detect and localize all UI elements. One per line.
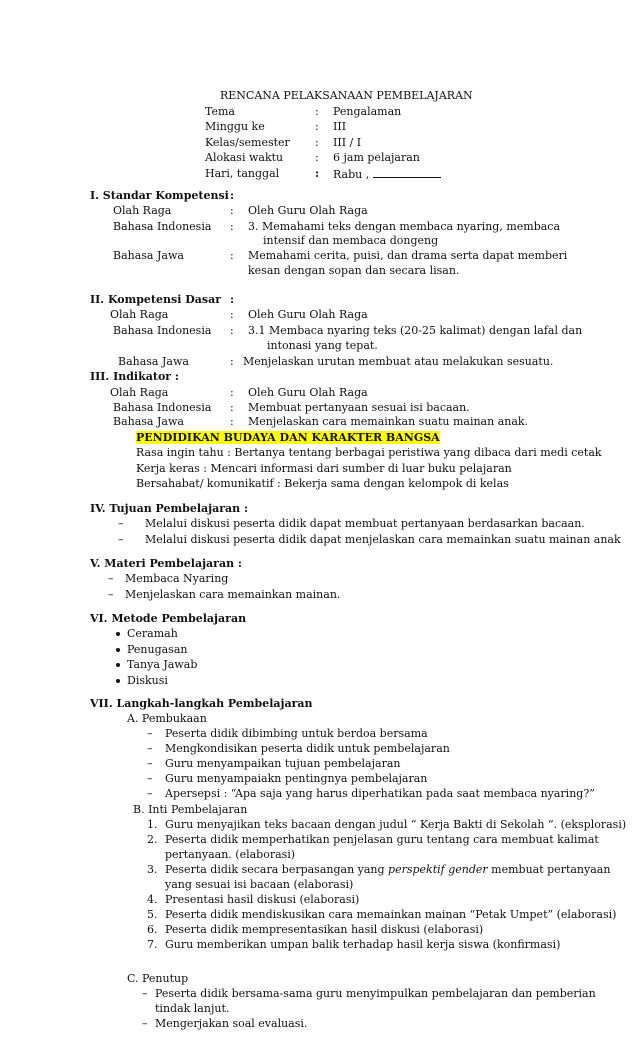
penutup-item-1-line-2: tindak lanjut. <box>155 1002 230 1015</box>
penutup-item-1-line-1: Peserta didik bersama-sama guru menyimpulkan pembelajaran dan pemberian <box>155 987 596 1000</box>
header-label-hari: Hari, tanggal <box>205 167 280 180</box>
header-value-minggu: III <box>333 120 347 133</box>
penutup-item-2: Mengerjakan soal evaluasi. <box>155 1017 308 1030</box>
bullet-icon <box>116 648 120 652</box>
kd-value-bahasa-jawa: Menjelaskan urutan membuat atau melakukan sesuatu. <box>243 355 554 368</box>
bullet-icon <box>116 679 120 683</box>
kd-value-olahraga: Oleh Guru Olah Raga <box>248 308 368 321</box>
sk-colon: : <box>230 220 234 233</box>
section-materi-heading: V. Materi Pembelajaran : <box>90 557 242 570</box>
sk-value-bahasa-jawa-1: Memahami cerita, puisi, dan drama serta dapat memberi <box>248 249 568 262</box>
inti-heading: B. Inti Pembelajaran <box>133 803 248 816</box>
pembukaan-dash: – <box>147 727 153 740</box>
header-value-tema: Pengalaman <box>333 105 402 118</box>
pembukaan-dash: – <box>147 772 153 785</box>
pembukaan-dash: – <box>147 787 153 800</box>
ind-value-bahasa-jawa: Menjelaskan cara memainkan suatu mainan anak. <box>248 415 529 428</box>
inti-num: 5. <box>147 908 158 921</box>
kd-label-olahraga: Olah Raga <box>110 308 169 321</box>
header-label-alokasi: Alokasi waktu <box>205 151 284 164</box>
karakter-line-kerja-keras: Kerja keras : Mencari informasi dari sumber di luar buku pelajaran <box>136 462 512 475</box>
inti-num: 6. <box>147 923 158 936</box>
ind-colon: : <box>230 401 234 414</box>
pembukaan-item-1: Peserta didik dibimbing untuk berdoa bersama <box>165 727 428 740</box>
penutup-dash: – <box>142 987 148 1000</box>
ind-value-olahraga: Oleh Guru Olah Raga <box>248 386 368 399</box>
inti-item-3-em: perspektif gender <box>388 863 488 876</box>
pembukaan-heading: A. Pembukaan <box>127 712 207 725</box>
kd-colon: : <box>230 324 234 337</box>
header-value-alokasi: 6 jam pelajaran <box>333 151 420 164</box>
inti-item-5: Peserta didik mendiskusikan cara memainkan mainan “Petak Umpet” (elaborasi) <box>165 908 617 921</box>
kd-value-bahasa-indonesia-1: 3.1 Membaca nyaring teks (20-25 kalimat) dengan lafal dan <box>248 324 583 337</box>
inti-num: 4. <box>147 893 158 906</box>
sk-value-olahraga: Oleh Guru Olah Raga <box>248 204 368 217</box>
sk-value-bahasa-jawa-2: kesan dengan sopan dan secara lisan. <box>248 264 460 277</box>
bullet-icon <box>116 632 120 636</box>
tujuan-item-2: Melalui diskusi peserta didik dapat menjelaskan cara memainkan suatu mainan anak <box>145 533 621 546</box>
ind-colon: : <box>230 386 234 399</box>
bullet-icon <box>116 663 120 667</box>
sk-colon: : <box>230 249 234 262</box>
date-label: Rabu , <box>333 168 370 181</box>
inti-item-3-pre: Peserta didik secara berpasangan yang <box>165 863 389 876</box>
inti-item-7: Guru memberikan umpan balik terhadap hasil kerja siswa (konfirmasi) <box>165 938 561 951</box>
karakter-heading: PENDIDIKAN BUDAYA DAN KARAKTER BANGSA <box>136 431 440 444</box>
karakter-line-rasa-ingin-tahu: Rasa ingin tahu : Bertanya tentang berbagai peristiwa yang dibaca dari medi cetak <box>136 446 602 459</box>
section-colon: : <box>230 189 235 202</box>
header-label-minggu: Minggu ke <box>205 120 265 133</box>
header-colon: : <box>315 105 319 118</box>
header-colon: : <box>315 151 319 164</box>
section-kompetensi-dasar-heading: II. Kompetensi Dasar <box>90 293 221 306</box>
inti-item-3-line-1 <box>165 863 610 876</box>
karakter-line-bersahabat: Bersahabat/ komunikatif : Bekerja sama dengan kelompok di kelas <box>136 477 509 490</box>
pembukaan-dash: – <box>147 742 153 755</box>
section-langkah-heading: VII. Langkah-langkah Pembelajaran <box>90 697 313 710</box>
header-label-tema: Tema <box>205 105 235 118</box>
sk-value-bahasa-indonesia-2: intensif dan membaca dongeng <box>263 234 439 247</box>
inti-item-1: Guru menyajikan teks bacaan dengan judul “ Kerja Bakti di Sekolah “. (eksplorasi) <box>165 818 627 831</box>
inti-item-4: Presentasi hasil diskusi (elaborasi) <box>165 893 360 906</box>
ind-label-olahraga: Olah Raga <box>110 386 169 399</box>
kd-colon: : <box>230 308 234 321</box>
tujuan-dash: – <box>118 533 124 546</box>
sk-label-bahasa-indonesia: Bahasa Indonesia <box>113 220 212 233</box>
materi-item-2: Menjelaskan cara memainkan mainan. <box>125 588 341 601</box>
pembukaan-dash: – <box>147 757 153 770</box>
document-title: RENCANA PELAKSANAAN PEMBELAJARAN <box>220 89 473 102</box>
kd-value-bahasa-indonesia-2: intonasi yang tepat. <box>267 339 378 352</box>
pembukaan-item-3: Guru menyampaikan tujuan pembelajaran <box>165 757 401 770</box>
penutup-dash: – <box>142 1017 148 1030</box>
tujuan-item-1: Melalui diskusi peserta didik dapat membuat pertanyaan berdasarkan bacaan. <box>145 517 585 530</box>
metode-item-diskusi: Diskusi <box>127 674 168 687</box>
header-value-kelas: III / I <box>333 136 362 149</box>
header-colon: : <box>315 167 320 180</box>
inti-item-3-post: membuat pertanyaan <box>487 863 611 876</box>
kd-label-bahasa-indonesia: Bahasa Indonesia <box>113 324 212 337</box>
penutup-heading: C. Penutup <box>127 972 189 985</box>
ind-colon: : <box>230 415 234 428</box>
section-tujuan-heading: IV. Tujuan Pembelajaran : <box>90 502 249 515</box>
inti-item-2-line-2: pertanyaan. (elaborasi) <box>165 848 296 861</box>
ind-label-bahasa-indonesia: Bahasa Indonesia <box>113 401 212 414</box>
metode-item-penugasan: Penugasan <box>127 643 188 656</box>
kd-label-bahasa-jawa: Bahasa Jawa <box>118 355 189 368</box>
sk-colon: : <box>230 204 234 217</box>
pembukaan-item-5: Apersepsi : “Apa saja yang harus diperhatikan pada saat membaca nyaring?” <box>165 787 595 800</box>
kd-colon: : <box>230 355 234 368</box>
section-colon: : <box>230 293 235 306</box>
section-standar-kompetensi-heading: I. Standar Kompetensi <box>90 189 229 202</box>
header-value-hari <box>333 167 441 181</box>
header-colon: : <box>315 120 319 133</box>
metode-item-ceramah: Ceramah <box>127 627 178 640</box>
header-label-kelas: Kelas/semester <box>205 136 290 149</box>
inti-num: 1. <box>147 818 158 831</box>
pembukaan-item-2: Mengkondisikan peserta didik untuk pembelajaran <box>165 742 450 755</box>
sk-label-bahasa-jawa: Bahasa Jawa <box>113 249 184 262</box>
inti-num: 2. <box>147 833 158 846</box>
header-colon: : <box>315 136 319 149</box>
inti-num: 3. <box>147 863 158 876</box>
inti-item-3-line-2: yang sesuai isi bacaan (elaborasi) <box>165 878 354 891</box>
inti-item-6: Peserta didik mempresentasikan hasil diskusi (elaborasi) <box>165 923 484 936</box>
section-indikator-heading: III. Indikator : <box>90 370 179 383</box>
pembukaan-item-4: Guru menyampaiakn pentingnya pembelajaran <box>165 772 428 785</box>
tujuan-dash: – <box>118 517 124 530</box>
date-blank-line <box>373 167 441 178</box>
materi-dash: – <box>108 572 114 585</box>
sk-label-olahraga: Olah Raga <box>113 204 172 217</box>
inti-item-2-line-1: Peserta didik memperhatikan penjelasan guru tentang cara membuat kalimat <box>165 833 599 846</box>
inti-num: 7. <box>147 938 158 951</box>
ind-value-bahasa-indonesia: Membuat pertanyaan sesuai isi bacaan. <box>248 401 470 414</box>
section-metode-heading: VI. Metode Pembelajaran <box>90 612 247 625</box>
ind-label-bahasa-jawa: Bahasa Jawa <box>113 415 184 428</box>
materi-item-1: Membaca Nyaring <box>125 572 229 585</box>
sk-value-bahasa-indonesia-1: 3. Memahami teks dengan membaca nyaring, membaca <box>248 220 561 233</box>
metode-item-tanya-jawab: Tanya Jawab <box>127 658 198 671</box>
materi-dash: – <box>108 588 114 601</box>
